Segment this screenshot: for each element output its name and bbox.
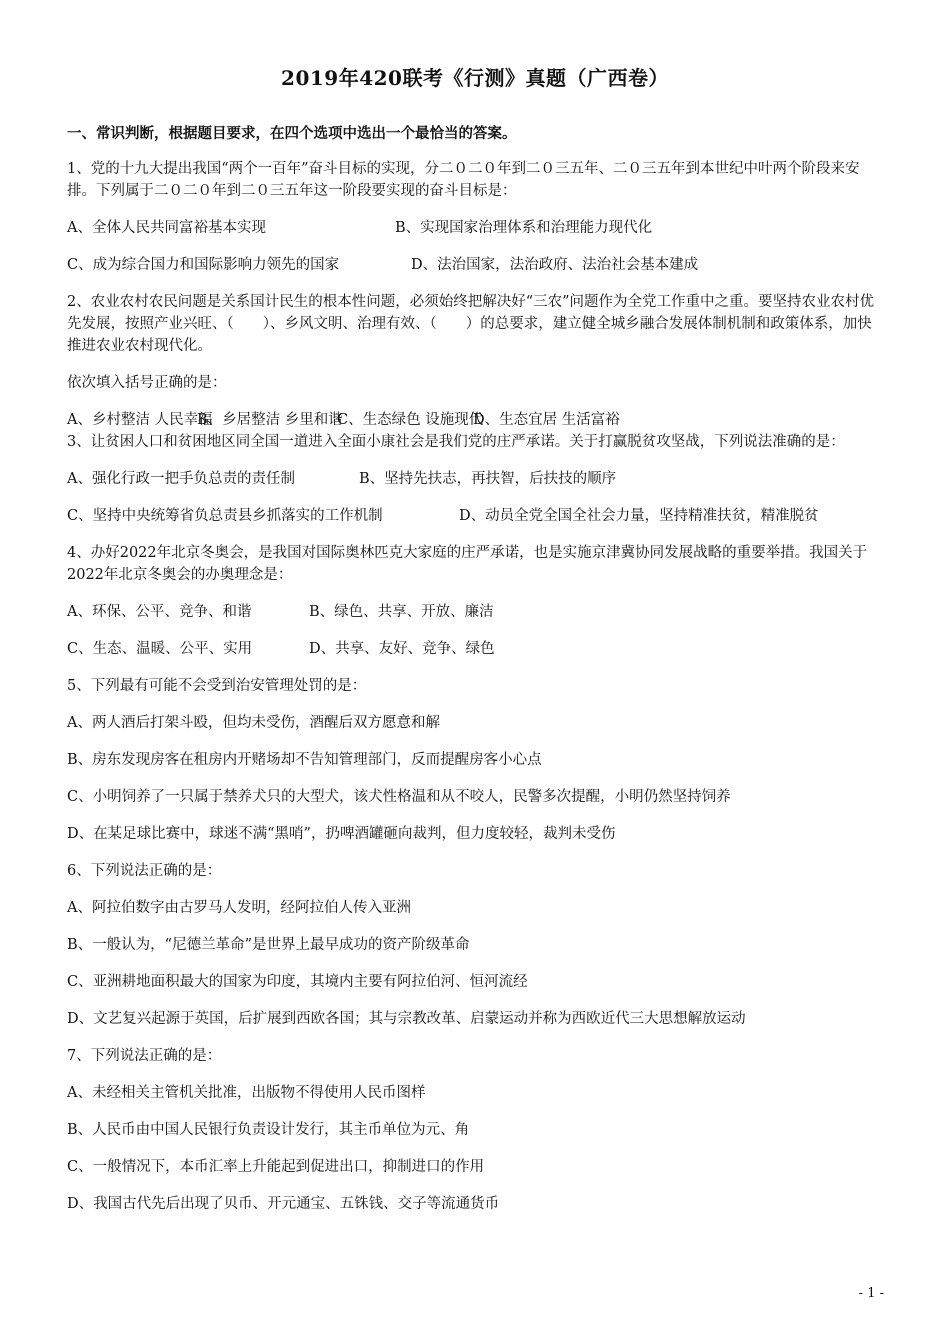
page-title: 2019年420联考《行测》真题（广西卷） bbox=[281, 66, 669, 90]
question-4-options-row-2 bbox=[67, 638, 883, 660]
question-6-option-a: A、阿拉伯数字由古罗马人发明，经阿拉伯人传入亚洲 bbox=[67, 900, 411, 916]
question-3-stem: 3、让贫困人口和贫困地区同全国一道进入全面小康社会是我们党的庄严承诺。关于打赢脱贫攻坚战，下列说法准确的是： bbox=[67, 434, 845, 450]
question-2-options-row bbox=[67, 409, 883, 431]
question-2-stem: 2、农业农村农民问题是关系国计民生的根本性问题，必须始终把解决好“三农”问题作为全党工作重中之重。要坚持农业农村优先发展，按照产业兴旺、（ ）、乡风文明、治理有效、（ ）的总要求，建立健全城乡融合发展体制机制和政策体系，加快推进农业农村现代化。 bbox=[67, 294, 875, 354]
question-6-option-d: D、文艺复兴起源于英国，后扩展到西欧各国；其与宗教改革、启蒙运动并称为西欧近代三大思想解放运动 bbox=[67, 1011, 746, 1027]
question-5-option-b: B、房东发现房客在租房内开赌场却不告知管理部门，反而提醒房客小心点 bbox=[67, 752, 542, 768]
question-1-option-c: C、成为综合国力和国际影响力领先的国家 bbox=[67, 257, 340, 273]
question-1-option-d: D、法治国家，法治政府、法治社会基本建成 bbox=[411, 257, 699, 273]
question-6-option-b: B、一般认为，“尼德兰革命”是世界上最早成功的资产阶级革命 bbox=[67, 937, 470, 953]
question-1-option-b: B、实现国家治理体系和治理能力现代化 bbox=[395, 220, 653, 236]
question-2-option-d: D、生态宜居 生活富裕 bbox=[473, 412, 620, 428]
question-2-option-b: B、乡居整洁 乡里和谐 bbox=[197, 412, 343, 428]
question-1-options-row-2 bbox=[67, 254, 883, 276]
question-5-stem: 5、下列最有可能不会受到治安管理处罚的是： bbox=[67, 678, 367, 694]
question-5-option-d: D、在某足球比赛中，球迷不满“黑哨”，扔啤酒罐砸向裁判，但力度较轻，裁判未受伤 bbox=[67, 826, 616, 842]
question-7-option-b: B、人民币由中国人民银行负责设计发行，其主币单位为元、角 bbox=[67, 1122, 470, 1138]
question-2-option-c: C、生态绿色 设施现代 bbox=[337, 412, 484, 428]
question-4-stem: 4、办好2022年北京冬奥会，是我国对国际奥林匹克大家庭的庄严承诺，也是实施京津冀协同发展战略的重要举措。我国关于2022年北京冬奥会的办奥理念是： bbox=[67, 545, 868, 583]
question-5-option-c: C、小明饲养了一只属于禁养犬只的大型犬，该犬性格温和从不咬人，民警多次提醒，小明仍然坚持饲养 bbox=[67, 789, 731, 805]
question-7-option-a: A、未经相关主管机关批准，出版物不得使用人民币图样 bbox=[67, 1085, 426, 1101]
question-6-stem: 6、下列说法正确的是： bbox=[67, 863, 222, 879]
question-3-option-a: A、强化行政一把手负总责的责任制 bbox=[67, 471, 295, 487]
question-3-option-b: B、坚持先扶志，再扶智，后扶技的顺序 bbox=[359, 471, 617, 487]
question-1-options-row-1 bbox=[67, 217, 883, 239]
question-2-option-a: A、乡村整洁 人民幸福 bbox=[67, 412, 213, 428]
question-5-option-a: A、两人酒后打架斗殴，但均未受伤，酒醒后双方愿意和解 bbox=[67, 715, 440, 731]
question-1-stem: 1、党的十九大提出我国“两个一百年”奋斗目标的实现，分二０二０年到二０三五年、二０三五年到本世纪中叶两个阶段来安排。下列属于二０二０年到二０三五年这一阶段要实现的奋斗目标是： bbox=[67, 161, 860, 199]
question-7-stem: 7、下列说法正确的是： bbox=[67, 1048, 222, 1064]
question-7-option-c: C、一般情况下，本币汇率上升能起到促进出口，抑制进口的作用 bbox=[67, 1159, 485, 1175]
question-3-options-row-2 bbox=[67, 505, 883, 527]
question-1-option-a: A、全体人民共同富裕基本实现 bbox=[67, 220, 266, 236]
question-4-option-d: D、共享、友好、竞争、绿色 bbox=[309, 641, 495, 657]
question-6-option-c: C、亚洲耕地面积最大的国家为印度，其境内主要有阿拉伯河、恒河流经 bbox=[67, 974, 528, 990]
question-2-prompt: 依次填入括号正确的是： bbox=[67, 375, 227, 391]
page-number: - 1 - bbox=[858, 1286, 884, 1301]
question-4-option-b: B、绿色、共享、开放、廉洁 bbox=[309, 604, 494, 620]
question-4-options-row-1 bbox=[67, 601, 883, 623]
section-heading: 一、常识判断，根据题目要求，在四个选项中选出一个最恰当的答案。 bbox=[67, 125, 517, 142]
question-4-option-c: C、生态、温暖、公平、实用 bbox=[67, 641, 253, 657]
question-3-option-d: D、动员全党全国全社会力量，坚持精准扶贫，精准脱贫 bbox=[459, 508, 819, 524]
document-body bbox=[67, 123, 883, 1230]
question-3-option-c: C、坚持中央统筹省负总责县乡抓落实的工作机制 bbox=[67, 508, 383, 524]
question-4-option-a: A、环保、公平、竞争、和谐 bbox=[67, 604, 252, 620]
question-7-option-d: D、我国古代先后出现了贝币、开元通宝、五铢钱、交子等流通货币 bbox=[67, 1196, 500, 1212]
question-3-options-row-1 bbox=[67, 468, 883, 490]
